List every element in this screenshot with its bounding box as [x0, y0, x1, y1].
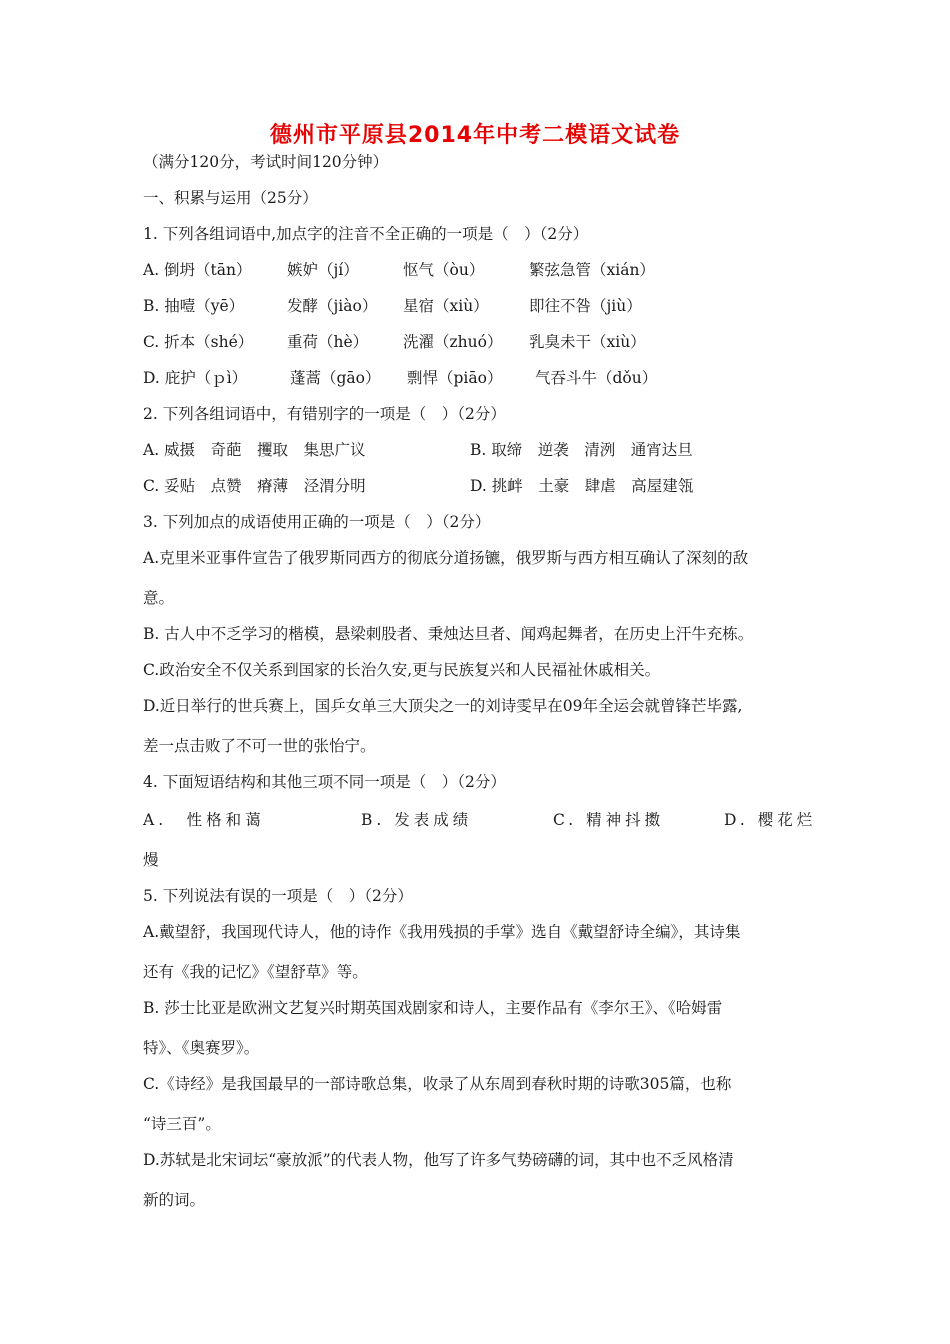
question-5-option-a-cont: 还有《我的记忆》《望舒草》等。	[143, 963, 368, 981]
option-b: B. 取缔 逆袭 清洌 通宵达旦	[470, 441, 693, 459]
option-cell: C. 折本（shé）	[143, 333, 254, 351]
section-heading: 一、积累与运用（25分）	[143, 189, 318, 207]
option-cell: 嫉妒（jí）	[287, 261, 359, 279]
option-d: D. 樱花烂	[724, 811, 817, 829]
option-d: D. 挑衅 土豪 肆虐 高屋建瓴	[470, 477, 694, 495]
option-cell: 乳臭未干（xiù）	[529, 333, 646, 351]
question-1-stem: 1. 下列各组词语中,加点字的注音不全正确的一项是（ ）（2分）	[143, 225, 589, 243]
question-3-option-d: D.近日举行的世兵赛上，国乒女单三大顶尖之一的刘诗雯早在09年全运会就曾锋芒毕露,	[143, 697, 743, 715]
option-a: A. 性格和蔼	[143, 811, 265, 829]
question-5-option-c: C.《诗经》是我国最早的一部诗歌总集，收录了从东周到春秋时期的诗歌305篇，也称	[143, 1075, 732, 1093]
question-4-stem: 4. 下面短语结构和其他三项不同一项是（ ）（2分）	[143, 773, 506, 791]
question-5-option-a: A.戴望舒，我国现代诗人，他的诗作《我用残损的手掌》选自《戴望舒诗全编》，其诗集	[143, 923, 741, 941]
option-cell: D. 庇护（ｐì）	[143, 369, 248, 387]
question-5-option-b-cont: 特》、《奥赛罗》。	[143, 1039, 260, 1057]
question-3-option-d-cont: 差一点击败了不可一世的张怡宁。	[143, 737, 376, 755]
question-3-option-a-cont: 意。	[143, 589, 175, 607]
option-cell: 怄气（òu）	[403, 261, 485, 279]
question-5-option-b: B. 莎士比亚是欧洲文艺复兴时期英国戏剧家和诗人，主要作品有《李尔王》、《哈姆雷	[143, 999, 723, 1017]
question-2-stem: 2. 下列各组词语中，有错别字的一项是（ ）（2分）	[143, 405, 506, 423]
option-cell: 蓬蒿（gāo）	[290, 369, 381, 387]
option-a: A. 威摄 奇葩 攫取 集思广议	[143, 441, 366, 459]
question-5-stem: 5. 下列说法有误的一项是（ ）（2分）	[143, 887, 413, 905]
option-cell: 洗濯（zhuó）	[403, 333, 503, 351]
option-cell: 气吞斗牛（dǒu）	[535, 369, 658, 387]
option-c: C. 妥贴 点赞 瘠薄 泾渭分明	[143, 477, 366, 495]
question-5-option-c-cont: “诗三百”。	[143, 1115, 221, 1133]
question-5-option-d: D.苏轼是北宋词坛“豪放派”的代表人物，他写了许多气势磅礴的词，其中也不乏风格清	[143, 1151, 734, 1169]
question-4-option-d-cont: 熳	[143, 851, 159, 869]
question-5-option-d-cont: 新的词。	[143, 1191, 206, 1209]
option-cell: B. 抽噎（yē）	[143, 297, 245, 315]
option-cell: 即往不咎（jiù）	[529, 297, 642, 315]
option-cell: A. 倒坍（tān）	[143, 261, 252, 279]
option-cell: 星宿（xiù）	[403, 297, 489, 315]
option-c: C. 精神抖擞	[553, 811, 665, 829]
question-3-option-a: A.克里米亚事件宣告了俄罗斯同西方的彻底分道扬镳，俄罗斯与西方相互确认了深刻的敌	[143, 549, 749, 567]
option-cell: 繁弦急管（xián）	[529, 261, 655, 279]
option-cell: 重荷（hè）	[287, 333, 369, 351]
exam-subtitle: （满分120分，考试时间120分钟）	[143, 153, 389, 171]
option-b: B. 发表成绩	[361, 811, 473, 829]
question-3-option-b: B. 古人中不乏学习的楷模，悬梁刺股者、秉烛达旦者、闻鸡起舞者，在历史上汗牛充栋。	[143, 625, 754, 643]
option-cell: 剽悍（piāo）	[407, 369, 503, 387]
question-3-option-c: C.政治安全不仅关系到国家的长治久安,更与民族复兴和人民福祉休戚相关。	[143, 661, 661, 679]
question-3-stem: 3. 下列加点的成语使用正确的一项是（ ）（2分）	[143, 513, 491, 531]
exam-title: 德州市平原县2014年中考二模语文试卷	[269, 123, 681, 148]
option-cell: 发酵（jiào）	[287, 297, 378, 315]
